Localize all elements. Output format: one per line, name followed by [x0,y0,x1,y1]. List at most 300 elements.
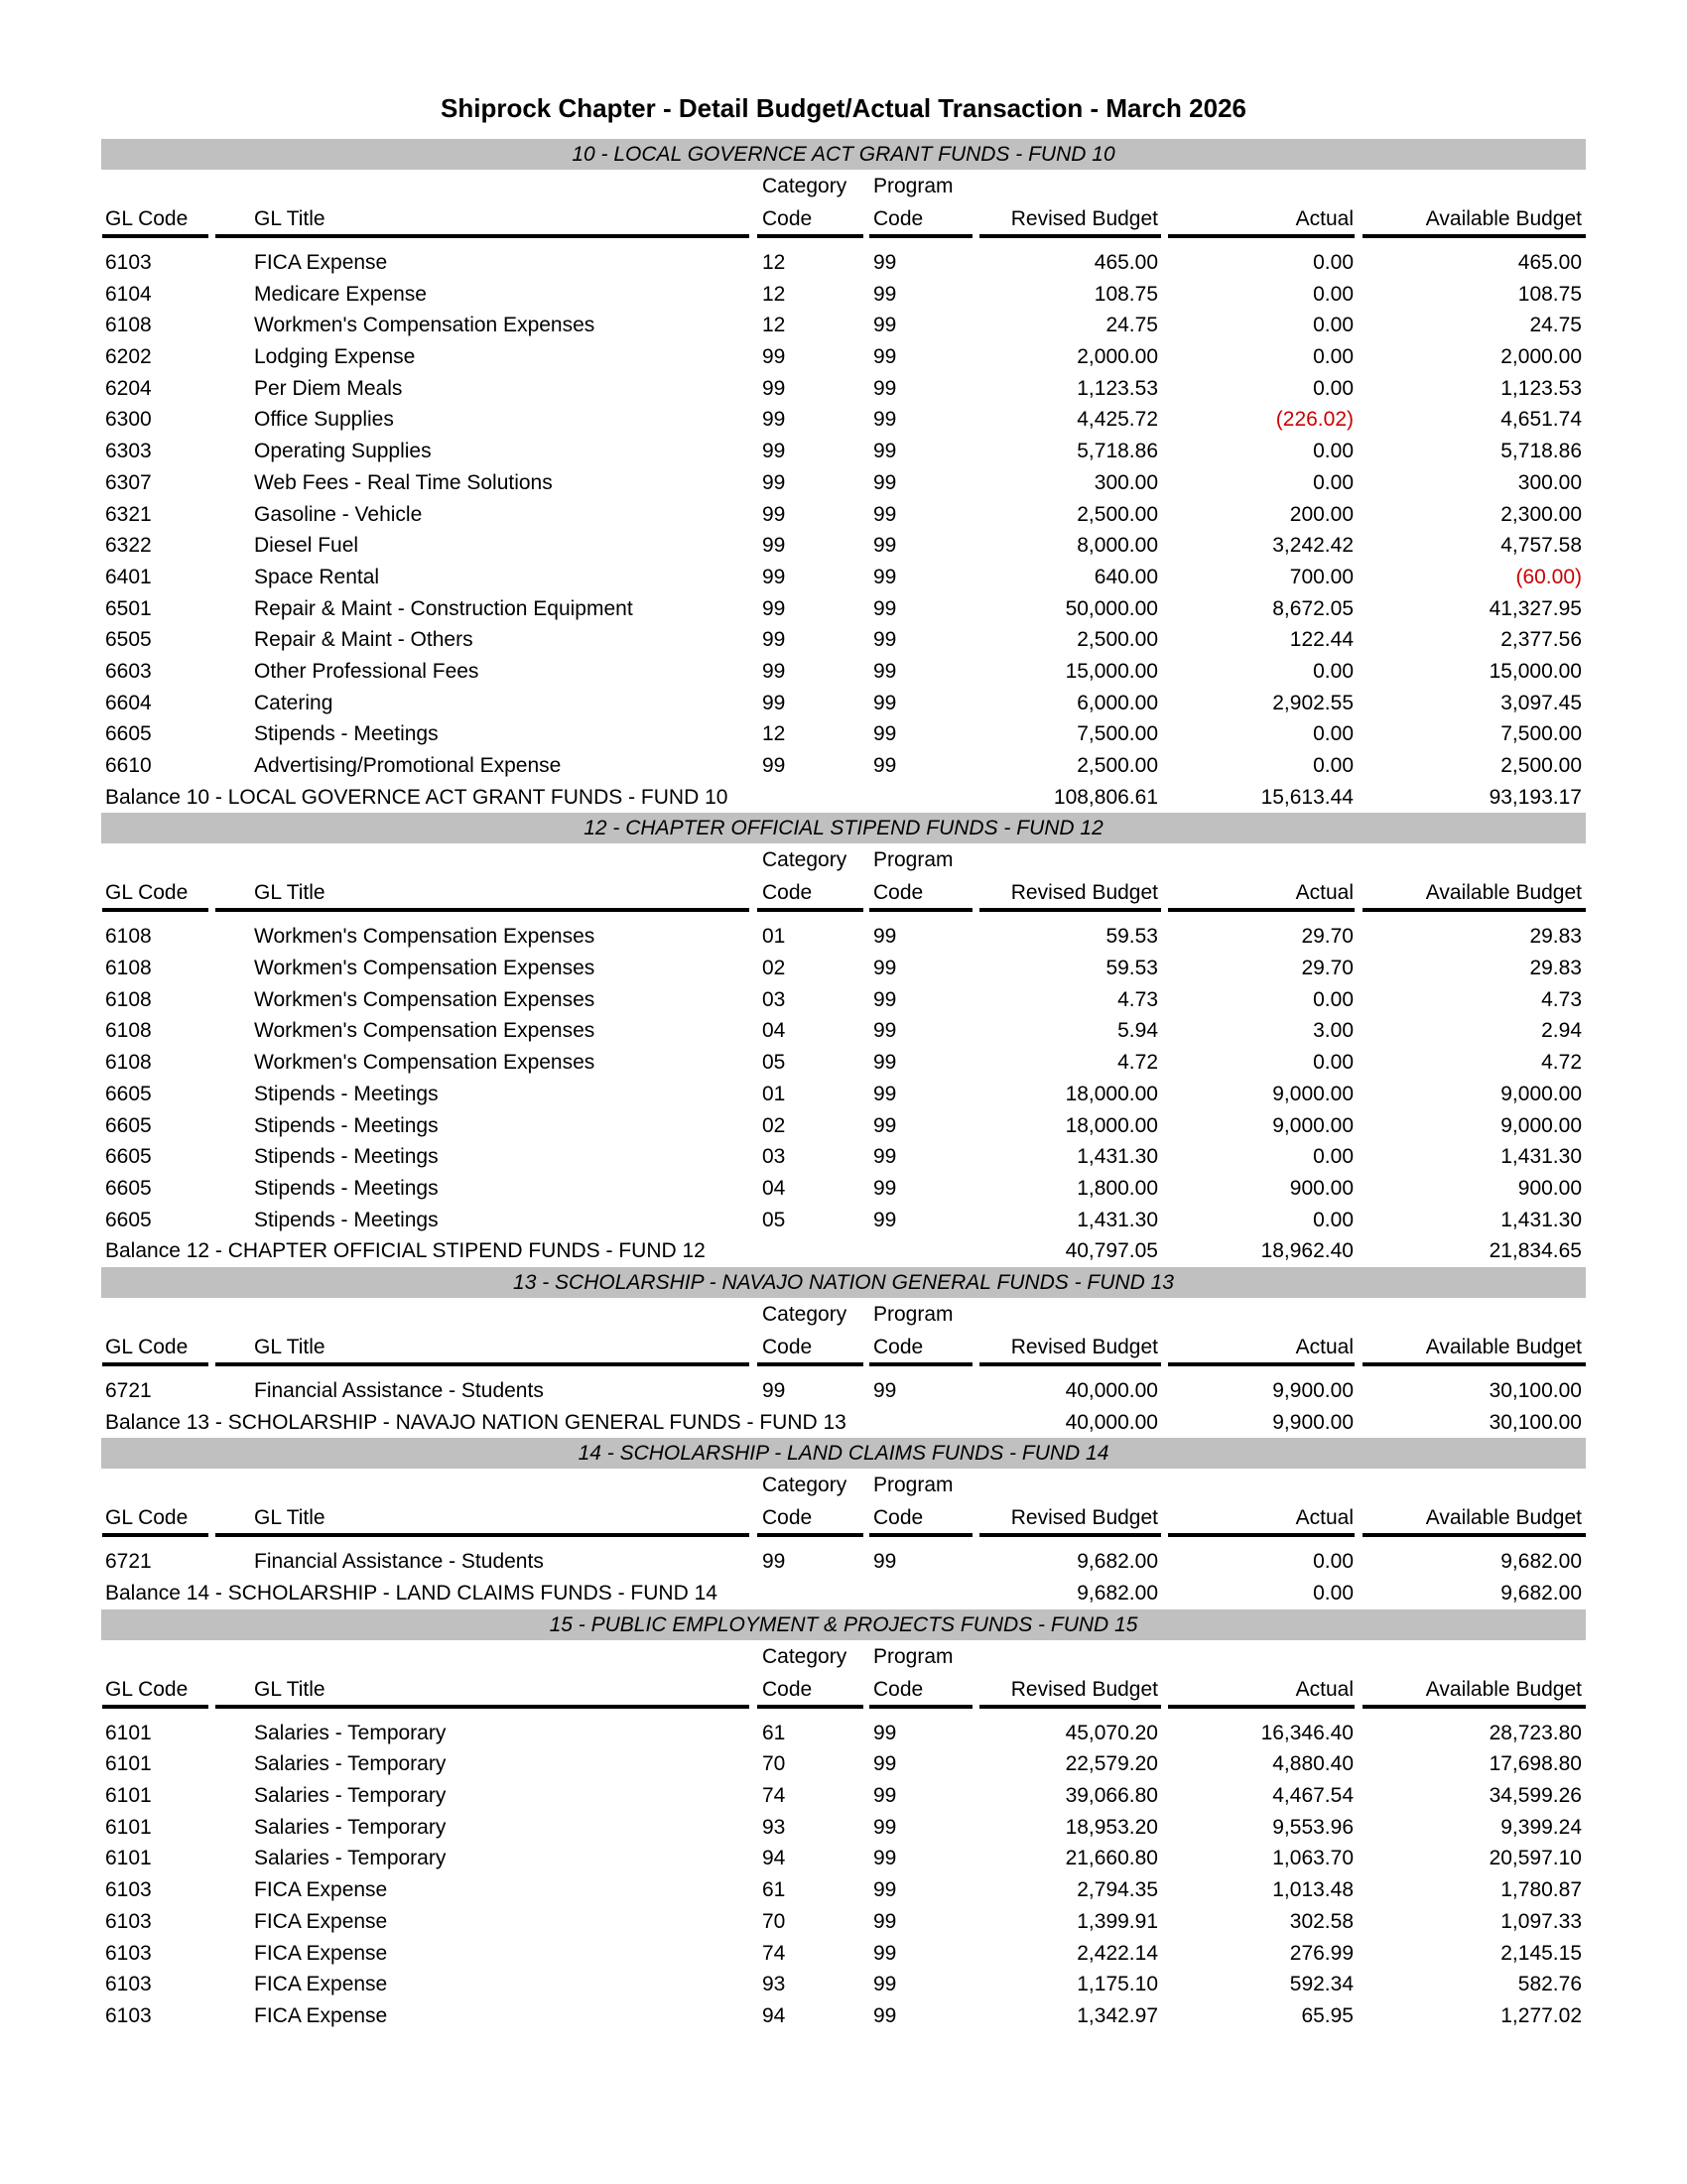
table-row [101,310,1586,341]
revised-budget: 1,431.30 [1077,1145,1158,1169]
revised-budget: 2,500.00 [1077,628,1158,652]
header-underline [757,1533,863,1537]
program-code: 99 [873,376,897,400]
column-header-row [101,1640,1586,1710]
balance-revised-budget: 108,806.61 [1053,785,1158,809]
gl-title: Financial Assistance - Students [254,1378,544,1402]
actual: 65.95 [1301,2003,1354,2027]
category-code: 99 [762,1378,786,1402]
gl-title: FICA Expense [254,1878,388,1902]
category-code: 93 [762,1973,786,1996]
table-row [101,1546,1586,1578]
gl-title: Salaries - Temporary [254,1847,447,1870]
fund-section [101,1438,1586,1608]
gl-code: 6101 [105,1815,152,1839]
header-underline [102,1362,208,1366]
revised-budget: 1,342.97 [1077,2003,1158,2027]
fund-rows [101,1710,1586,2032]
table-row [101,953,1586,984]
gl-title: Web Fees - Real Time Solutions [254,470,553,494]
program-code: 99 [873,2003,897,2027]
category-code: 99 [762,628,786,652]
gl-code: 6202 [105,345,152,369]
category-code: 99 [762,408,786,432]
gl-code: 6101 [105,1721,152,1744]
program-code: 99 [873,628,897,652]
category-code: 12 [762,251,786,274]
column-category-top: Category [762,175,847,197]
column-revised-budget: Revised Budget [1010,1335,1158,1358]
fund-header: 12 - CHAPTER OFFICIAL STIPEND FUNDS - FUND 12 [101,813,1586,843]
program-code: 99 [873,1909,897,1933]
header-underline [102,1705,208,1709]
category-code: 99 [762,1550,786,1574]
gl-title: Lodging Expense [254,345,416,369]
column-category-top: Category [762,848,847,872]
column-header-row [101,1298,1586,1367]
category-code: 12 [762,314,786,337]
column-gl-code: GL Code [105,207,189,230]
table-row [101,1780,1586,1812]
revised-budget: 300.00 [1094,470,1158,494]
table-row [101,921,1586,953]
header-underline [869,1705,973,1709]
available-budget: 4,651.74 [1500,408,1582,432]
program-code: 99 [873,1550,897,1574]
column-program-bottom: Code [873,881,924,905]
header-underline [869,908,973,912]
header-underline [979,908,1161,912]
actual: 16,346.40 [1260,1721,1354,1744]
column-program-top: Program [873,1644,954,1668]
available-budget: (60.00) [1515,565,1582,588]
header-underline [1168,1705,1355,1709]
balance-actual: 15,613.44 [1260,785,1354,809]
gl-title: Salaries - Temporary [254,1784,447,1808]
column-gl-title: GL Title [254,1335,325,1358]
actual: 0.00 [1313,282,1354,306]
category-code: 99 [762,596,786,620]
gl-code: 6300 [105,408,152,432]
actual: 0.00 [1313,1550,1354,1574]
table-row [101,1173,1586,1205]
balance-revised-budget: 9,682.00 [1077,1582,1158,1605]
category-code: 99 [762,376,786,400]
balance-actual: 0.00 [1313,1582,1354,1605]
gl-title: Stipends - Meetings [254,1208,439,1231]
program-code: 99 [873,314,897,337]
actual: 9,553.96 [1272,1815,1354,1839]
column-program-bottom: Code [873,207,924,230]
gl-code: 6103 [105,2003,152,2027]
category-code: 70 [762,1752,786,1776]
gl-code: 6103 [105,251,152,274]
program-code: 99 [873,282,897,306]
table-row [101,1375,1586,1407]
column-available-budget: Available Budget [1425,1335,1582,1358]
gl-code: 6103 [105,1878,152,1902]
available-budget: 20,597.10 [1489,1847,1582,1870]
table-row [101,247,1586,279]
gl-code: 6108 [105,987,152,1011]
revised-budget: 59.53 [1105,957,1158,980]
header-underline [979,1362,1161,1366]
header-underline [102,234,208,238]
table-row [101,1015,1586,1047]
available-budget: 9,682.00 [1500,1550,1582,1574]
fund-header: 10 - LOCAL GOVERNCE ACT GRANT FUNDS - FUND 10 [101,139,1586,170]
available-budget: 2,000.00 [1500,345,1582,369]
available-budget: 7,500.00 [1500,722,1582,746]
gl-title: Per Diem Meals [254,376,403,400]
category-code: 05 [762,1051,786,1075]
program-code: 99 [873,1113,897,1137]
table-row [101,499,1586,531]
table-row [101,1079,1586,1110]
program-code: 99 [873,440,897,463]
available-budget: 9,000.00 [1500,1082,1582,1105]
gl-title: Workmen's Compensation Expenses [254,957,595,980]
category-code: 04 [762,1019,786,1043]
gl-code: 6605 [105,722,152,746]
category-code: 93 [762,1815,786,1839]
balance-revised-budget: 40,000.00 [1065,1410,1158,1434]
category-code: 01 [762,1082,786,1105]
gl-title: Gasoline - Vehicle [254,502,423,526]
table-row [101,718,1586,750]
gl-title: Workmen's Compensation Expenses [254,987,595,1011]
balance-available-budget: 30,100.00 [1489,1410,1582,1434]
actual: 0.00 [1313,345,1354,369]
column-available-budget: Available Budget [1425,881,1582,905]
table-row [101,1938,1586,1970]
gl-code: 6101 [105,1784,152,1808]
balance-label: Balance 10 - LOCAL GOVERNCE ACT GRANT FUNDS - FUND 10 [105,785,728,809]
gl-title: Stipends - Meetings [254,1113,439,1137]
revised-budget: 18,000.00 [1065,1082,1158,1105]
column-category-top: Category [762,1644,847,1668]
header-underline [215,1533,749,1537]
revised-budget: 50,000.00 [1065,596,1158,620]
gl-title: FICA Expense [254,2003,388,2027]
column-available-budget: Available Budget [1425,1677,1582,1701]
table-row [101,624,1586,656]
program-code: 99 [873,754,897,777]
gl-title: Workmen's Compensation Expenses [254,1019,595,1043]
gl-code: 6603 [105,659,152,683]
table-row [101,750,1586,782]
revised-budget: 40,000.00 [1065,1378,1158,1402]
column-gl-title: GL Title [254,1677,325,1701]
actual: 200.00 [1289,502,1354,526]
program-code: 99 [873,1208,897,1231]
column-category-bottom: Code [762,1506,813,1530]
balance-available-budget: 21,834.65 [1489,1239,1582,1263]
gl-code: 6108 [105,925,152,949]
table-row [101,1141,1586,1173]
gl-title: Workmen's Compensation Expenses [254,314,595,337]
column-category-bottom: Code [762,1335,813,1358]
program-code: 99 [873,1378,897,1402]
available-budget: 108.75 [1517,282,1582,306]
header-underline [979,234,1161,238]
available-budget: 29.83 [1529,957,1582,980]
table-row [101,2000,1586,2032]
header-underline [869,1533,973,1537]
column-header-row [101,1469,1586,1538]
gl-code: 6605 [105,1113,152,1137]
header-underline [869,1362,973,1366]
column-program-top: Program [873,848,954,872]
fund-rows [101,1367,1586,1438]
header-underline [215,234,749,238]
available-budget: 5,718.86 [1500,440,1582,463]
gl-title: Workmen's Compensation Expenses [254,1051,595,1075]
actual: 0.00 [1313,1051,1354,1075]
available-budget: 2.94 [1541,1019,1582,1043]
gl-code: 6605 [105,1082,152,1105]
revised-budget: 2,422.14 [1077,1941,1158,1965]
balance-available-budget: 9,682.00 [1500,1582,1582,1605]
column-program-top: Program [873,1474,954,1497]
category-code: 04 [762,1176,786,1200]
table-row [101,1047,1586,1079]
gl-code: 6505 [105,628,152,652]
column-category-bottom: Code [762,207,813,230]
available-budget: 30,100.00 [1489,1378,1582,1402]
header-underline [102,1533,208,1537]
gl-title: Stipends - Meetings [254,1176,439,1200]
gl-title: FICA Expense [254,1941,388,1965]
header-underline [1363,1533,1586,1537]
table-row [101,984,1586,1016]
revised-budget: 1,399.91 [1077,1909,1158,1933]
header-underline [1168,1533,1355,1537]
gl-title: Space Rental [254,565,380,588]
category-code: 12 [762,282,786,306]
column-program-bottom: Code [873,1506,924,1530]
revised-budget: 7,500.00 [1077,722,1158,746]
header-underline [869,234,973,238]
gl-title: Diesel Fuel [254,534,359,558]
available-budget: 4.73 [1541,987,1582,1011]
revised-budget: 15,000.00 [1065,659,1158,683]
available-budget: 2,500.00 [1500,754,1582,777]
available-budget: 15,000.00 [1489,659,1582,683]
gl-title: Financial Assistance - Students [254,1550,544,1574]
actual: 4,467.54 [1272,1784,1354,1808]
actual: 0.00 [1313,470,1354,494]
header-underline [1363,1362,1586,1366]
gl-title: Repair & Maint - Construction Equipment [254,596,633,620]
column-program-bottom: Code [873,1677,924,1701]
fund-section [101,1267,1586,1438]
program-code: 99 [873,1082,897,1105]
table-row [101,1748,1586,1780]
table-row [101,279,1586,311]
available-budget: 41,327.95 [1489,596,1582,620]
gl-code: 6721 [105,1550,152,1574]
table-row [101,436,1586,467]
actual: 276.99 [1289,1941,1354,1965]
category-code: 61 [762,1878,786,1902]
header-underline [757,234,863,238]
balance-row [101,1578,1586,1609]
balance-row [101,1407,1586,1439]
gl-code: 6108 [105,314,152,337]
gl-title: Office Supplies [254,408,394,432]
balance-label: Balance 14 - SCHOLARSHIP - LAND CLAIMS FUNDS - FUND 14 [105,1582,717,1605]
program-code: 99 [873,408,897,432]
gl-title: FICA Expense [254,251,388,274]
available-budget: 465.00 [1517,251,1582,274]
actual: 9,900.00 [1272,1378,1354,1402]
gl-code: 6605 [105,1145,152,1169]
balance-available-budget: 93,193.17 [1489,785,1582,809]
category-code: 02 [762,957,786,980]
gl-code: 6104 [105,282,152,306]
program-code: 99 [873,1752,897,1776]
column-actual: Actual [1295,1506,1354,1530]
gl-code: 6604 [105,691,152,714]
gl-code: 6103 [105,1973,152,1996]
column-program-top: Program [873,175,954,197]
column-revised-budget: Revised Budget [1010,881,1158,905]
column-gl-title: GL Title [254,207,325,230]
gl-title: Catering [254,691,333,714]
header-underline [1363,908,1586,912]
program-code: 99 [873,987,897,1011]
table-row [101,1906,1586,1938]
report-title: Shiprock Chapter - Detail Budget/Actual Transaction - March 2026 [441,93,1246,123]
column-actual: Actual [1295,207,1354,230]
gl-title: Salaries - Temporary [254,1752,447,1776]
header-underline [1363,234,1586,238]
column-gl-code: GL Code [105,1335,189,1358]
program-code: 99 [873,1941,897,1965]
actual: 8,672.05 [1272,596,1354,620]
balance-actual: 9,900.00 [1272,1410,1354,1434]
program-code: 99 [873,691,897,714]
revised-budget: 1,431.30 [1077,1208,1158,1231]
program-code: 99 [873,596,897,620]
program-code: 99 [873,1145,897,1169]
category-code: 94 [762,1847,786,1870]
program-code: 99 [873,722,897,746]
revised-budget: 5.94 [1117,1019,1158,1043]
column-header-row [101,843,1586,913]
gl-title: Salaries - Temporary [254,1721,447,1744]
category-code: 99 [762,345,786,369]
available-budget: 582.76 [1517,1973,1582,1996]
gl-code: 6605 [105,1208,152,1231]
gl-title: Repair & Maint - Others [254,628,473,652]
actual: 3.00 [1313,1019,1354,1043]
revised-budget: 108.75 [1094,282,1158,306]
gl-code: 6307 [105,470,152,494]
category-code: 03 [762,1145,786,1169]
program-code: 99 [873,502,897,526]
program-code: 99 [873,957,897,980]
table-row [101,404,1586,436]
actual: 122.44 [1289,628,1354,652]
available-budget: 1,431.30 [1500,1145,1582,1169]
column-available-budget: Available Budget [1425,207,1582,230]
gl-code: 6401 [105,565,152,588]
revised-budget: 2,500.00 [1077,502,1158,526]
column-revised-budget: Revised Budget [1010,1506,1158,1530]
header-underline [102,908,208,912]
actual: 29.70 [1301,925,1354,949]
report-body [101,139,1586,2032]
gl-code: 6303 [105,440,152,463]
header-underline [757,1362,863,1366]
table-row [101,373,1586,405]
balance-label: Balance 13 - SCHOLARSHIP - NAVAJO NATION GENERAL FUNDS - FUND 13 [105,1410,846,1434]
gl-title: Advertising/Promotional Expense [254,754,562,777]
table-row [101,1843,1586,1874]
available-budget: 300.00 [1517,470,1582,494]
fund-rows [101,913,1586,1267]
category-code: 99 [762,754,786,777]
category-code: 12 [762,722,786,746]
available-budget: 17,698.80 [1489,1752,1582,1776]
revised-budget: 4,425.72 [1077,408,1158,432]
available-budget: 2,300.00 [1500,502,1582,526]
gl-title: Other Professional Fees [254,659,479,683]
gl-code: 6321 [105,502,152,526]
column-actual: Actual [1295,1677,1354,1701]
revised-budget: 8,000.00 [1077,534,1158,558]
column-program-bottom: Code [873,1335,924,1358]
category-code: 99 [762,534,786,558]
header-underline [979,1533,1161,1537]
gl-code: 6101 [105,1847,152,1870]
program-code: 99 [873,1176,897,1200]
actual: 9,000.00 [1272,1082,1354,1105]
program-code: 99 [873,1973,897,1996]
table-row [101,1874,1586,1906]
gl-code: 6322 [105,534,152,558]
category-code: 74 [762,1941,786,1965]
available-budget: 1,431.30 [1500,1208,1582,1231]
revised-budget: 1,123.53 [1077,376,1158,400]
gl-title: Stipends - Meetings [254,1145,439,1169]
gl-code: 6610 [105,754,152,777]
header-underline [1168,1362,1355,1366]
actual: 0.00 [1313,987,1354,1011]
fund-rows [101,239,1586,813]
gl-code: 6108 [105,1051,152,1075]
program-code: 99 [873,470,897,494]
available-budget: 2,145.15 [1500,1941,1582,1965]
gl-code: 6103 [105,1941,152,1965]
header-underline [1168,234,1355,238]
table-row [101,1812,1586,1844]
actual: 29.70 [1301,957,1354,980]
revised-budget: 18,953.20 [1065,1815,1158,1839]
header-underline [979,1705,1161,1709]
revised-budget: 18,000.00 [1065,1113,1158,1137]
gl-title: Workmen's Compensation Expenses [254,925,595,949]
actual: 2,902.55 [1272,691,1354,714]
revised-budget: 21,660.80 [1065,1847,1158,1870]
header-underline [1363,1705,1586,1709]
program-code: 99 [873,925,897,949]
actual: 0.00 [1313,376,1354,400]
category-code: 94 [762,2003,786,2027]
available-budget: 34,599.26 [1489,1784,1582,1808]
